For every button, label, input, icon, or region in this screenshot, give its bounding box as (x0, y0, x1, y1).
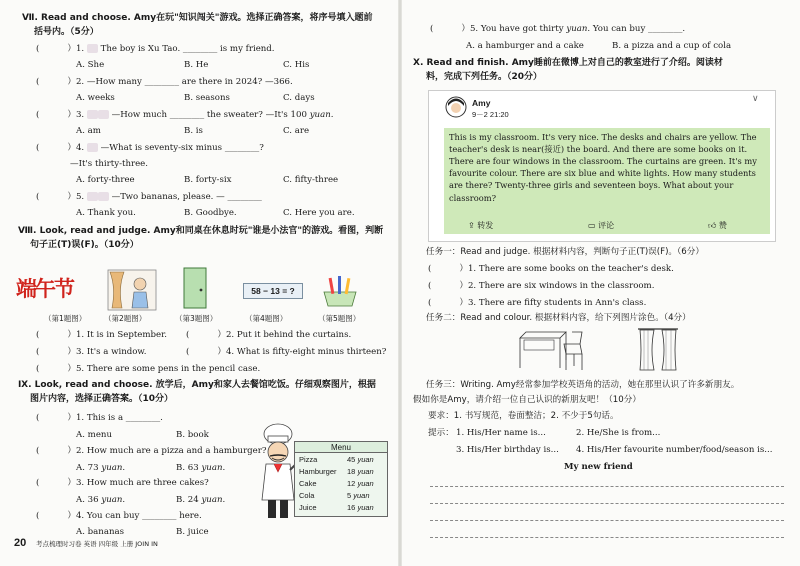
comment-icon: ▭ (588, 221, 596, 230)
hint-1: 1. His/Her name is... (456, 428, 546, 438)
curtain-boy-picture (106, 268, 158, 312)
sticker-mark (98, 192, 109, 201)
q7-2: ( ）2. —How many ________ are there in 2024? —366. (36, 77, 293, 87)
caption-3: （第3题图） (175, 314, 218, 323)
section-8-title: Ⅷ. Look, read and judge. Amy和同桌在休息时玩"谁是小法官"的游戏。看图，判断 (18, 226, 384, 236)
menu-item: Cake 12 yuan (299, 479, 374, 488)
judge-10-1: ( ）1. There are some books on the teacher's desk. (428, 264, 674, 274)
page-number: 20 (14, 537, 27, 549)
page-binding (398, 0, 402, 566)
section-10-title: Ⅹ. Read and finish. Amy睡前在微博上对自己的教室进行了介绍。阅读材 (413, 58, 723, 68)
q7-2-option-c[interactable]: C. days (283, 93, 315, 103)
writing-line[interactable] (430, 486, 784, 487)
thumbs-up-icon: 👍︎ (708, 221, 717, 230)
sticker-mark (98, 110, 109, 119)
door-picture (182, 266, 208, 310)
writing-line[interactable] (430, 520, 784, 521)
q9-5-option-b[interactable]: B. a pizza and a cup of cola (612, 41, 732, 51)
sticker-mark (87, 110, 98, 119)
math-board-picture (243, 283, 303, 299)
q9-5: ( ）5. You have got thirty yuan. You can buy ________. (430, 24, 686, 34)
menu-item: Hamburger 18 yuan (299, 467, 374, 476)
section-10-title-cont: 料，完成下列任务。（20分） (426, 72, 543, 82)
menu-item: Pizza 45 yuan (299, 455, 374, 464)
post-body: This is my classroom. It's very nice. The desks and chairs are yellow. The teacher's desk is near(接近) the board. And there are some books on it. There are four windows in the classroom. The curtains are green. It's my favourite colour. There are six blue and white lights. How many students are there? Twenty-three girls and seventeen boys. What about your classroom? (444, 128, 770, 234)
q9-4-option-a[interactable]: A. bananas (76, 527, 125, 537)
section-7-title: Ⅶ. Read and choose. Amy在玩"知识闯关"游戏。选择正确答案，将序号填入题前 (22, 13, 373, 23)
q7-2-option-b[interactable]: B. seasons (184, 93, 230, 103)
sticker-mark (87, 143, 98, 152)
comment-button[interactable]: ▭ 评论 (588, 221, 615, 230)
q7-1: ( ）1. The boy is Xu Tao. ________ is my friend. (36, 44, 275, 54)
q7-4-option-c[interactable]: C. fifty-three (283, 175, 339, 185)
footer-text: 考点梳理时习卷 英语 四年级 上册 JOIN IN (36, 540, 158, 548)
sticker-mark (87, 44, 98, 53)
hint-2: 2. He/She is from... (576, 428, 661, 438)
dragon-boat-festival-calligraphy: 端午节 (16, 277, 73, 301)
section-9-title: Ⅸ. Look, read and choose. 放学后，Amy和家人去餐馆吃饭。仔细观察图片，根据 (18, 380, 376, 390)
task-1-title: 任务一：Read and judge. 根据材料内容，判断句子正(T)误(F)。（6分） (426, 247, 704, 257)
judge-8-1: ( ）1. It is in September. (36, 330, 168, 340)
q7-4-answer-line: —It's thirty-three. (70, 159, 149, 169)
q7-3: ( ）3. —How much ________ the sweater? —It's 100 yuan. (36, 110, 334, 120)
writing-line[interactable] (430, 503, 784, 504)
q7-3-option-a[interactable]: A. am (76, 126, 101, 136)
math-board-text: 58 − 13 = ? (251, 286, 295, 296)
section-7-title-cont: 括号内。（5分） (34, 27, 99, 37)
hint-label: 提示： (428, 428, 454, 438)
menu-item: Juice 16 yuan (299, 503, 374, 512)
judge-8-3: ( ）3. It's a window. (36, 347, 147, 357)
q9-5-option-a[interactable]: A. a hamburger and a cake (466, 41, 584, 51)
q9-1-option-a[interactable]: A. menu (76, 430, 112, 440)
q7-1-option-b[interactable]: B. He (184, 60, 209, 70)
task-3-title: 任务三：Writing. Amy经常参加学校英语角的活动，她在那里认识了许多新朋友。 (426, 380, 740, 390)
q9-2-option-b[interactable]: B. 63 yuan. (176, 463, 226, 473)
q7-5-option-a[interactable]: A. Thank you. (76, 208, 136, 218)
post-author: Amy (472, 98, 491, 108)
q7-5-option-b[interactable]: B. Goodbye. (184, 208, 237, 218)
hint-3: 3. His/Her birthday is... (456, 445, 559, 455)
q9-2: ( ）2. How much are a pizza and a hamburger? (36, 446, 267, 456)
caption-2: （第2题图） (104, 314, 147, 323)
task-3-requirements: 要求：1. 书写规范，卷面整洁；2. 不少于5句话。 (428, 411, 619, 421)
q7-1-option-a[interactable]: A. She (76, 60, 105, 70)
judge-10-3: ( ）3. There are fifty students in Ann's class. (428, 298, 647, 308)
post-time: 9－2 21:20 (472, 110, 509, 119)
q7-1-option-c[interactable]: C. His (283, 60, 310, 70)
curtain-drawing[interactable] (636, 326, 680, 372)
sticker-mark (87, 192, 98, 201)
q7-4-option-a[interactable]: A. forty-three (76, 175, 135, 185)
hint-4: 4. His/Her favourite number/food/season is... (576, 445, 773, 455)
q9-2-option-a[interactable]: A. 73 yuan. (76, 463, 126, 473)
task-3-title-cont: 假如你是Amy，请介绍一位自己认识的新朋友吧！（10分） (413, 395, 641, 405)
q7-5: ( ）5. —Two bananas, please. — ________ (36, 192, 262, 202)
task-2-title: 任务二：Read and colour. 根据材料内容，给下列图片涂色。（4分） (426, 313, 691, 323)
judge-8-2: ( ）2. Put it behind the curtains. (186, 330, 352, 340)
share-button[interactable]: ⇪ 转发 (468, 221, 494, 230)
q7-3-option-b[interactable]: B. is (184, 126, 203, 136)
menu-item: Cola 5 yuan (299, 491, 370, 500)
q9-1-option-b[interactable]: B. book (176, 430, 209, 440)
chevron-down-icon[interactable]: ∨ (752, 94, 759, 104)
caption-4: （第4题图） (245, 314, 288, 323)
q9-3: ( ）3. How much are three cakes? (36, 478, 209, 488)
q7-3-option-c[interactable]: C. are (283, 126, 310, 136)
like-button[interactable]: 👍︎ 赞 (708, 221, 727, 230)
q7-4: ( ）4. —What is seventy-six minus ________? (36, 143, 264, 153)
composition-title: My new friend (564, 462, 633, 472)
q7-2-option-a[interactable]: A. weeks (76, 93, 115, 103)
section-9-title-cont: 图片内容，选择正确答案。（10分） (30, 394, 174, 404)
menu-title: Menu (295, 442, 387, 453)
pencil-case-picture (318, 272, 362, 310)
section-8-title-cont: 句子正(T)误(F)。（10分） (30, 240, 139, 250)
q9-1: ( ）1. This is a ________. (36, 413, 163, 423)
restaurant-menu (294, 441, 388, 517)
q7-4-option-b[interactable]: B. forty-six (184, 175, 232, 185)
desk-chair-drawing[interactable] (516, 328, 586, 372)
q9-4-option-b[interactable]: B. juice (176, 527, 209, 537)
writing-line[interactable] (430, 537, 784, 538)
share-icon: ⇪ (468, 221, 475, 230)
q9-3-option-b[interactable]: B. 24 yuan. (176, 495, 226, 505)
judge-10-2: ( ）2. There are six windows in the classroom. (428, 281, 655, 291)
caption-5: （第5题图） (318, 314, 361, 323)
q9-4: ( ）4. You can buy ________ here. (36, 511, 202, 521)
avatar (445, 96, 467, 118)
judge-8-5: ( ）5. There are some pens in the pencil case. (36, 364, 261, 374)
caption-1: （第1题图） (44, 314, 87, 323)
judge-8-4: ( ）4. What is fifty-eight minus thirteen? (186, 347, 387, 357)
q7-5-option-c[interactable]: C. Here you are. (283, 208, 355, 218)
q9-3-option-a[interactable]: A. 36 yuan. (76, 495, 126, 505)
